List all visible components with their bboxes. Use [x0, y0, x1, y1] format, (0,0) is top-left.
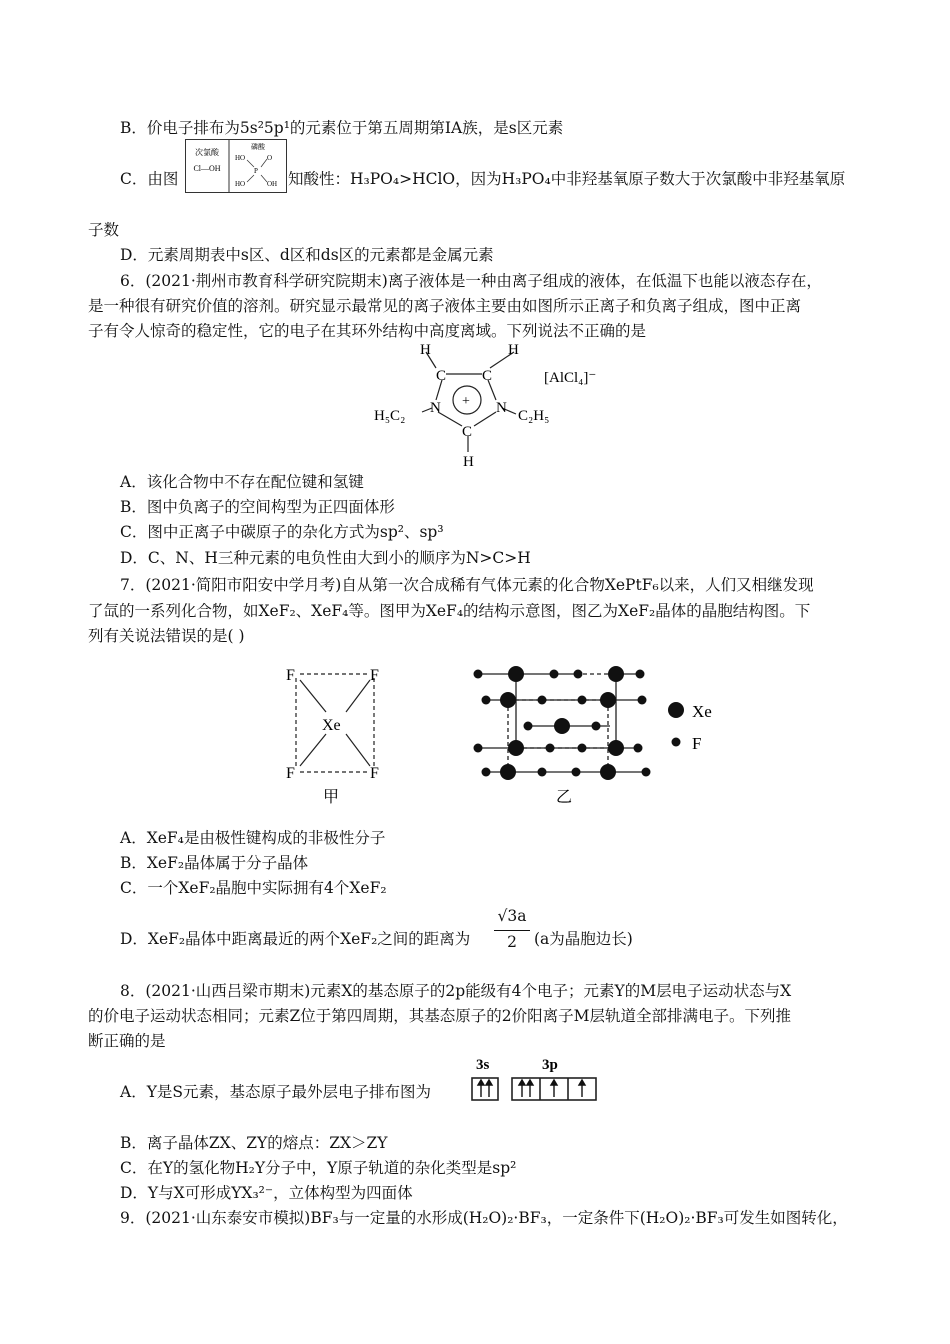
xef4-structure-figure — [280, 660, 390, 810]
hclo-title: 次氯酸 — [195, 148, 219, 157]
h3po4-p: P — [254, 167, 258, 175]
q5-option-c-continued: 子数 — [88, 221, 120, 239]
q7-option-c: C．一个XeF₂晶胞中实际拥有4个XeF₂ — [120, 879, 387, 897]
q7-option-b: B．XeF₂晶体属于分子晶体 — [120, 854, 309, 872]
q9-stem-line-1: 9．(2021·山东泰安市模拟)BF₃与一定量的水形成(H₂O)₂·BF₃，一定条件下(H₂O)₂·BF₃可发生如图转化， — [120, 1209, 848, 1227]
q6-stem-line-1: 6．(2021·荆州市教育科学研究院期末)离子液体是一种由离子组成的液体，在低温下也能以液态存在， — [120, 272, 822, 290]
h-atom-top-left: H — [420, 342, 431, 358]
q7-option-d-denominator: 2 — [507, 933, 517, 951]
imidazolium-structure-figure — [370, 340, 630, 470]
ethyl-group-right: C₂H₅ — [518, 408, 550, 424]
alcl4-anion: [AlCl₄]⁻ — [544, 370, 597, 386]
q7-option-d-prefix: D．XeF₂晶体中距离最近的两个XeF₂之间的距离为 — [120, 930, 471, 948]
q8-stem-line-2: 的价电子运动状态相同；元素Z位于第四周期，其基态原子的2价阳离子M层轨道全部排满电子。下列推 — [88, 1007, 792, 1025]
q6-option-b: B．图中负离子的空间构型为正四面体形 — [120, 498, 395, 516]
orbital-3s-label: 3s — [476, 1057, 490, 1073]
h-atom-bottom: H — [463, 454, 474, 470]
h3po4-o: O — [267, 154, 273, 162]
xef2-unit-cell-figure — [466, 660, 726, 810]
q5-option-c-prefix: C．由图 — [120, 170, 179, 188]
f-atom-top-left: F — [286, 667, 295, 684]
q6-option-d: D．C、N、H三种元素的电负性由大到小的顺序为N>C>H — [120, 549, 531, 567]
h-atom-top-right: H — [508, 342, 519, 358]
q8-option-b: B．离子晶体ZX、ZY的熔点：ZX＞ZY — [120, 1134, 388, 1152]
q7-stem-line-3: 列有关说法错误的是( ) — [88, 627, 245, 645]
q5-option-d: D．元素周期表中s区、d区和ds区的元素都是金属元素 — [120, 246, 494, 264]
q7-option-d-numerator: √3a — [497, 907, 527, 925]
f-atom-bottom-left: F — [286, 765, 295, 782]
h3po4-title: 磷酸 — [251, 143, 265, 151]
legend-f-label: F — [692, 734, 702, 753]
q8-stem-line-1: 8．(2021·山西吕梁市期末)元素X的基态原子的2p能级有4个电子；元素Y的M层电子运动状态与X — [120, 982, 792, 1000]
q7-option-d-suffix: (a为晶胞边长) — [534, 930, 633, 948]
orbital-diagram — [468, 1053, 602, 1105]
q5-option-b: B．价电子排布为5s²5p¹的元素位于第五周期第ⅠA族，是s区元素 — [120, 119, 564, 137]
q6-stem-line-3: 子有令人惊奇的稳定性，它的电子在其环外结构中高度离域。下列说法不正确的是 — [88, 322, 647, 340]
positive-charge-icon: + — [462, 394, 470, 409]
q8-option-c: C．在Y的氢化物H₂Y分子中，Y原子轨道的杂化类型是sp² — [120, 1159, 517, 1177]
n-atom-left: N — [430, 400, 441, 416]
q8-option-a: A．Y是S元素，基态原子最外层电子排布图为 — [120, 1083, 432, 1101]
figure-label-jia: 甲 — [323, 789, 340, 806]
q7-stem-line-1: 7．(2021·简阳市阳安中学月考)自从第一次合成稀有气体元素的化合物XePtF₆以来，人们又相继发现 — [120, 576, 814, 594]
h3po4-ho-bottom: HO — [235, 180, 246, 188]
h3po4-oh: OH — [267, 180, 278, 188]
c-atom-bottom: C — [462, 424, 473, 440]
orbital-3p-label: 3p — [542, 1057, 558, 1073]
f-atom-bottom-right: F — [370, 765, 379, 782]
q7-option-a: A．XeF₄是由极性键构成的非极性分子 — [120, 829, 386, 847]
n-atom-right: N — [496, 400, 507, 416]
q6-option-c: C．图中正离子中碳原子的杂化方式为sp²、sp³ — [120, 523, 444, 541]
acid-structure-figure — [185, 139, 287, 193]
legend-xe-label: Xe — [692, 702, 712, 721]
hclo-formula: Cl—OH — [193, 164, 221, 173]
q7-stem-line-2: 了氙的一系列化合物，如XeF₂、XeF₄等。图甲为XeF₄的结构示意图，图乙为XeF₂晶体的晶胞结构图。下 — [88, 602, 811, 620]
f-atom-top-right: F — [370, 667, 379, 684]
q6-stem-line-2: 是一种很有研究价值的溶剂。研究显示最常见的离子液体主要由如图所示正离子和负离子组成，图中正离 — [88, 297, 802, 315]
q6-option-a: A．该化合物中不存在配位键和氢键 — [120, 473, 364, 491]
xe-atom-center: Xe — [322, 717, 341, 734]
c-atom-left: C — [436, 368, 447, 384]
q8-stem-line-3: 断正确的是 — [88, 1032, 166, 1050]
q8-option-d: D．Y与X可形成YX₃²⁻，立体构型为四面体 — [120, 1184, 413, 1202]
h3po4-ho-top: HO — [235, 154, 246, 162]
c-atom-right: C — [482, 368, 493, 384]
figure-label-yi: 乙 — [556, 789, 573, 806]
q5-option-c-text: 知酸性：H₃PO₄>HClO，因为H₃PO₄中非羟基氧原子数大于次氯酸中非羟基氧原 — [288, 170, 846, 188]
ethyl-group-left: H₅C₂ — [374, 408, 406, 424]
